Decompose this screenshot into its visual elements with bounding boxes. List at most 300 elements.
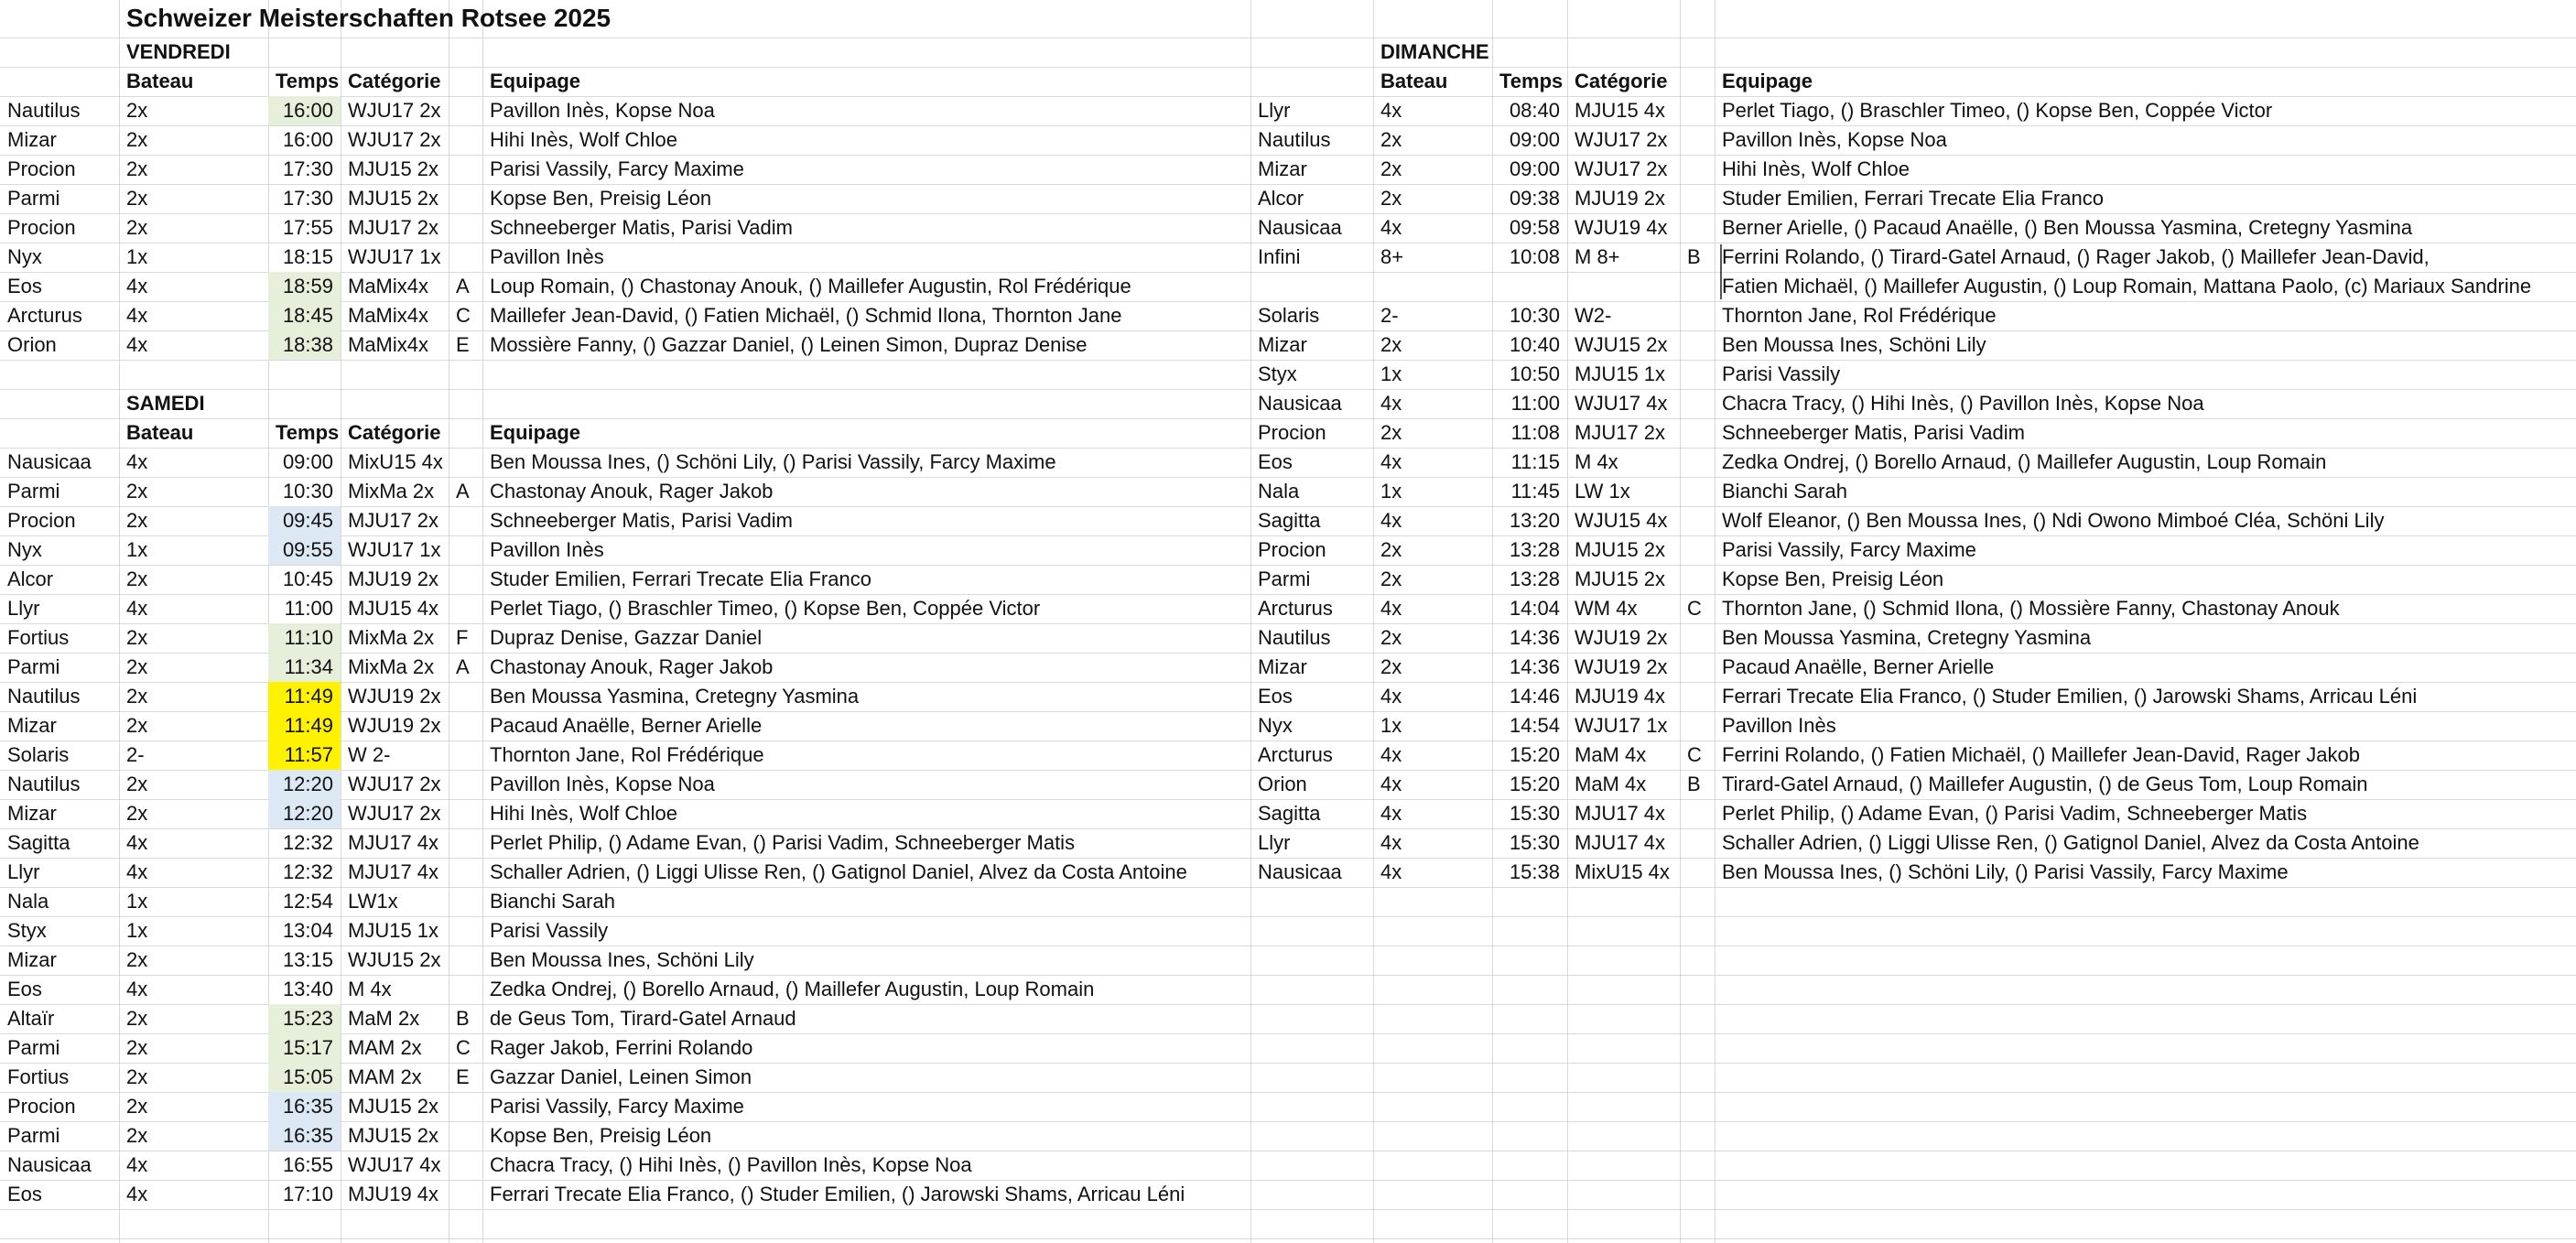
boat-type[interactable]: 2x: [126, 714, 148, 737]
boat-name[interactable]: Parmi: [7, 1036, 60, 1059]
division[interactable]: [1680, 682, 1715, 711]
category[interactable]: WJU17 2x: [1575, 128, 1668, 151]
category[interactable]: WJU17 2x: [348, 128, 441, 151]
boat-name[interactable]: Procion: [1258, 538, 1326, 561]
boat-type[interactable]: 2x: [1380, 626, 1402, 649]
boat-type[interactable]: 2x: [126, 685, 148, 708]
category[interactable]: MJU15 4x: [348, 597, 439, 620]
start-time[interactable]: 09:45: [268, 506, 341, 535]
column-header-temps[interactable]: Temps: [276, 421, 340, 444]
start-time[interactable]: 11:45: [1510, 480, 1560, 503]
start-time[interactable]: 15:05: [268, 1063, 341, 1092]
start-time[interactable]: 15:17: [268, 1033, 341, 1063]
boat-name[interactable]: Alcor: [1258, 187, 1304, 210]
boat-name[interactable]: Llyr: [7, 597, 40, 620]
division[interactable]: [449, 858, 482, 887]
boat-name[interactable]: Nautilus: [7, 685, 81, 708]
crew[interactable]: Schaller Adrien, () Liggi Ulisse Ren, () Gatignol Daniel, Alvez da Costa Antoine: [1722, 831, 2419, 854]
category[interactable]: MJU15 1x: [1575, 362, 1666, 385]
boat-name[interactable]: Procion: [7, 509, 76, 532]
division[interactable]: B: [1687, 245, 1701, 268]
crew[interactable]: Chastonay Anouk, Rager Jakob: [490, 655, 774, 678]
start-time[interactable]: 10:50: [1509, 362, 1560, 385]
start-time[interactable]: 13:28: [1509, 567, 1560, 590]
boat-name[interactable]: Mizar: [1258, 655, 1307, 678]
boat-name[interactable]: Mizar: [1258, 157, 1307, 180]
boat-name[interactable]: Alcor: [7, 567, 54, 590]
division[interactable]: [449, 506, 482, 535]
category[interactable]: LW 1x: [1575, 480, 1630, 503]
category[interactable]: MJU15 1x: [348, 919, 439, 942]
division[interactable]: A: [456, 275, 470, 297]
boat-type[interactable]: 2x: [1380, 655, 1402, 678]
boat-name[interactable]: Fortius: [7, 626, 70, 649]
start-time[interactable]: 18:38: [268, 330, 341, 360]
boat-type[interactable]: 2x: [126, 948, 148, 971]
start-time[interactable]: 17:30: [282, 157, 333, 180]
start-time[interactable]: 11:10: [268, 623, 341, 653]
start-time[interactable]: 11:49: [268, 682, 341, 711]
boat-type[interactable]: 4x: [1380, 216, 1402, 239]
boat-name[interactable]: Nausicaa: [1258, 216, 1342, 239]
boat-name[interactable]: Nala: [1258, 480, 1300, 503]
boat-name[interactable]: Nyx: [7, 245, 42, 268]
boat-name[interactable]: Llyr: [1258, 831, 1291, 854]
boat-name[interactable]: Mizar: [7, 948, 57, 971]
crew[interactable]: Rager Jakob, Ferrini Rolando: [490, 1036, 753, 1059]
boat-name[interactable]: Llyr: [1258, 99, 1291, 122]
day-heading[interactable]: DIMANCHE: [1380, 40, 1489, 63]
start-time[interactable]: 13:04: [282, 919, 333, 942]
crew[interactable]: Kopse Ben, Preisig Léon: [490, 1124, 712, 1147]
start-time[interactable]: 12:20: [268, 770, 341, 799]
crew[interactable]: Wolf Eleanor, () Ben Moussa Ines, () Ndi Owono Mimboé Cléa, Schöni Lily: [1722, 509, 2385, 532]
crew[interactable]: Ferrini Rolando, () Tirard-Gatel Arnaud, () Rager Jakob, () Maillefer Jean-David,: [1722, 245, 2430, 268]
boat-type[interactable]: 4x: [126, 1153, 148, 1176]
category[interactable]: LW1x: [348, 890, 398, 913]
division[interactable]: [1680, 653, 1715, 682]
boat-type[interactable]: 1x: [1380, 362, 1402, 385]
crew[interactable]: Chastonay Anouk, Rager Jakob: [490, 480, 774, 503]
category[interactable]: MixMa 2x: [348, 480, 435, 503]
boat-type[interactable]: 4x: [126, 978, 148, 1000]
category[interactable]: MJU19 2x: [348, 567, 439, 590]
boat-name[interactable]: Mizar: [1258, 333, 1307, 356]
category[interactable]: WJU15 2x: [348, 948, 441, 971]
category[interactable]: W2-: [1575, 304, 1612, 327]
start-time[interactable]: 13:15: [282, 948, 333, 971]
boat-type[interactable]: 4x: [126, 333, 148, 356]
start-time[interactable]: 18:59: [268, 272, 341, 301]
category[interactable]: MaMix4x: [348, 275, 429, 297]
division[interactable]: F: [456, 626, 469, 649]
division[interactable]: [449, 828, 482, 858]
boat-name[interactable]: Infini: [1258, 245, 1301, 268]
boat-type[interactable]: 2x: [1380, 333, 1402, 356]
division[interactable]: [449, 565, 482, 594]
category[interactable]: MJU17 2x: [1575, 421, 1666, 444]
division[interactable]: [449, 213, 482, 243]
crew[interactable]: Pavillon Inès: [490, 245, 604, 268]
crew[interactable]: Ben Moussa Ines, () Schöni Lily, () Parisi Vassily, Farcy Maxime: [490, 450, 1056, 473]
crew[interactable]: Zedka Ondrej, () Borello Arnaud, () Maillefer Augustin, Loup Romain: [1722, 450, 2327, 473]
category[interactable]: WM 4x: [1575, 597, 1638, 620]
category[interactable]: M 4x: [348, 978, 392, 1000]
category[interactable]: WJU17 2x: [348, 802, 441, 825]
division[interactable]: [1680, 301, 1715, 330]
start-time[interactable]: 09:00: [282, 450, 333, 473]
boat-type[interactable]: 2x: [126, 655, 148, 678]
boat-name[interactable]: Parmi: [7, 1124, 60, 1147]
division[interactable]: [1680, 506, 1715, 535]
crew[interactable]: Ben Moussa Yasmina, Cretegny Yasmina: [490, 685, 860, 708]
boat-name[interactable]: Procion: [1258, 421, 1326, 444]
boat-type[interactable]: 2x: [126, 216, 148, 239]
category[interactable]: MJU15 2x: [348, 1124, 439, 1147]
division[interactable]: E: [456, 333, 470, 356]
boat-name[interactable]: Styx: [1258, 362, 1297, 385]
crew[interactable]: Bianchi Sarah: [490, 890, 615, 913]
start-time[interactable]: 14:36: [1509, 626, 1560, 649]
category[interactable]: MJU15 2x: [1575, 538, 1666, 561]
boat-type[interactable]: 2x: [126, 187, 148, 210]
division[interactable]: [1680, 418, 1715, 448]
division[interactable]: [449, 1121, 482, 1151]
start-time[interactable]: 13:20: [1509, 509, 1560, 532]
category[interactable]: MaM 2x: [348, 1007, 420, 1030]
boat-type[interactable]: 4x: [126, 275, 148, 297]
boat-name[interactable]: Nausicaa: [7, 1153, 92, 1176]
division[interactable]: [1680, 272, 1715, 301]
category[interactable]: MJU17 4x: [1575, 802, 1666, 825]
crew[interactable]: Perlet Tiago, () Braschler Timeo, () Kopse Ben, Coppée Victor: [1722, 99, 2273, 122]
column-header-categorie[interactable]: Catégorie: [348, 421, 441, 444]
category[interactable]: WJU19 4x: [1575, 216, 1668, 239]
boat-type[interactable]: 1x: [126, 245, 148, 268]
crew[interactable]: Chacra Tracy, () Hihi Inès, () Pavillon Inès, Kopse Noa: [490, 1153, 972, 1176]
start-time[interactable]: 16:35: [268, 1121, 341, 1151]
column-header-equipage[interactable]: Equipage: [490, 70, 581, 92]
division[interactable]: [1680, 623, 1715, 653]
category[interactable]: MJU19 4x: [1575, 685, 1666, 708]
start-time[interactable]: 10:40: [1509, 333, 1560, 356]
category[interactable]: MJU17 4x: [348, 831, 439, 854]
column-header-equipage[interactable]: Equipage: [490, 421, 581, 444]
start-time[interactable]: 11:34: [268, 653, 341, 682]
boat-type[interactable]: 4x: [1380, 450, 1402, 473]
category[interactable]: MJU19 4x: [348, 1183, 439, 1205]
start-time[interactable]: 15:20: [1509, 773, 1560, 795]
boat-type[interactable]: 2x: [126, 1124, 148, 1147]
crew[interactable]: Parisi Vassily: [1722, 362, 1841, 385]
boat-name[interactable]: Sagitta: [1258, 509, 1321, 532]
start-time[interactable]: 09:00: [1509, 157, 1560, 180]
boat-type[interactable]: 2x: [1380, 538, 1402, 561]
boat-name[interactable]: Parmi: [7, 480, 60, 503]
category[interactable]: MJU19 2x: [1575, 187, 1666, 210]
boat-type[interactable]: 1x: [1380, 714, 1402, 737]
category[interactable]: WJU17 4x: [348, 1153, 441, 1176]
boat-name[interactable]: Parmi: [1258, 567, 1311, 590]
crew[interactable]: Parisi Vassily, Farcy Maxime: [490, 157, 744, 180]
category[interactable]: WJU15 2x: [1575, 333, 1668, 356]
boat-name[interactable]: Nausicaa: [1258, 392, 1342, 415]
crew[interactable]: Schneeberger Matis, Parisi Vadim: [490, 216, 793, 239]
division[interactable]: [449, 799, 482, 828]
day-heading[interactable]: SAMEDI: [126, 392, 205, 415]
crew[interactable]: Pavillon Inès, Kopse Noa: [490, 99, 715, 122]
crew[interactable]: Ben Moussa Ines, () Schöni Lily, () Parisi Vassily, Farcy Maxime: [1722, 860, 2289, 883]
boat-type[interactable]: 2x: [1380, 187, 1402, 210]
crew[interactable]: Mossière Fanny, () Gazzar Daniel, () Leinen Simon, Dupraz Denise: [490, 333, 1088, 356]
boat-type[interactable]: 4x: [126, 1183, 148, 1205]
boat-type[interactable]: 1x: [126, 919, 148, 942]
category[interactable]: WJU17 1x: [348, 538, 441, 561]
crew[interactable]: Tirard-Gatel Arnaud, () Maillefer Augustin, () de Geus Tom, Loup Romain: [1722, 773, 2368, 795]
boat-type[interactable]: [1373, 272, 1492, 301]
boat-name[interactable]: Orion: [1258, 773, 1307, 795]
boat-name[interactable]: Nausicaa: [7, 450, 92, 473]
category[interactable]: MixMa 2x: [348, 626, 435, 649]
division[interactable]: [449, 711, 482, 740]
crew[interactable]: Schneeberger Matis, Parisi Vadim: [1722, 421, 2025, 444]
boat-type[interactable]: 2x: [1380, 128, 1402, 151]
start-time[interactable]: 17:10: [282, 1183, 333, 1205]
division[interactable]: C: [456, 1036, 471, 1059]
column-header-bateau[interactable]: Bateau: [126, 421, 194, 444]
category[interactable]: [1567, 272, 1680, 301]
boat-type[interactable]: 4x: [126, 450, 148, 473]
division[interactable]: [449, 155, 482, 184]
crew[interactable]: Zedka Ondrej, () Borello Arnaud, () Maillefer Augustin, Loup Romain: [490, 978, 1095, 1000]
start-time[interactable]: 18:15: [282, 245, 333, 268]
boat-name[interactable]: Sagitta: [7, 831, 70, 854]
division[interactable]: [449, 740, 482, 770]
boat-type[interactable]: 2x: [126, 773, 148, 795]
division[interactable]: C: [1687, 597, 1702, 620]
category[interactable]: MaM 4x: [1575, 773, 1647, 795]
division[interactable]: C: [1687, 743, 1702, 766]
crew[interactable]: de Geus Tom, Tirard-Gatel Arnaud: [490, 1007, 796, 1030]
division[interactable]: [449, 1092, 482, 1121]
crew[interactable]: Perlet Philip, () Adame Evan, () Parisi Vadim, Schneeberger Matis: [1722, 802, 2308, 825]
start-time[interactable]: 11:00: [1510, 392, 1560, 415]
start-time[interactable]: 14:36: [1509, 655, 1560, 678]
division[interactable]: [449, 946, 482, 975]
start-time[interactable]: 09:00: [1509, 128, 1560, 151]
division[interactable]: [449, 243, 482, 272]
category[interactable]: MAM 2x: [348, 1065, 422, 1088]
start-time[interactable]: 16:00: [268, 96, 341, 125]
category[interactable]: WJU19 2x: [1575, 626, 1668, 649]
category[interactable]: MixMa 2x: [348, 655, 435, 678]
start-time[interactable]: 12:32: [282, 860, 333, 883]
start-time[interactable]: 17:55: [282, 216, 333, 239]
column-header-categorie[interactable]: Catégorie: [1575, 70, 1668, 92]
category[interactable]: MixU15 4x: [1575, 860, 1670, 883]
division[interactable]: B: [456, 1007, 470, 1030]
boat-type[interactable]: 4x: [1380, 392, 1402, 415]
division[interactable]: [449, 916, 482, 946]
boat-name[interactable]: Nyx: [1258, 714, 1293, 737]
boat-type[interactable]: 2x: [126, 802, 148, 825]
boat-name[interactable]: Nautilus: [7, 773, 81, 795]
boat-type[interactable]: 1x: [126, 538, 148, 561]
division[interactable]: [1680, 477, 1715, 506]
boat-type[interactable]: 4x: [126, 304, 148, 327]
crew[interactable]: Bianchi Sarah: [1722, 480, 1847, 503]
boat-type[interactable]: 2x: [1380, 421, 1402, 444]
start-time[interactable]: 12:32: [282, 831, 333, 854]
boat-type[interactable]: 2x: [126, 128, 148, 151]
division[interactable]: B: [1687, 773, 1701, 795]
boat-type[interactable]: 4x: [126, 831, 148, 854]
boat-name[interactable]: Nala: [7, 890, 49, 913]
boat-name[interactable]: Nautilus: [1258, 626, 1331, 649]
category[interactable]: WJU17 2x: [348, 99, 441, 122]
boat-name[interactable]: Mizar: [7, 128, 57, 151]
category[interactable]: WJU15 4x: [1575, 509, 1668, 532]
start-time[interactable]: 16:35: [268, 1092, 341, 1121]
crew[interactable]: Ben Moussa Yasmina, Cretegny Yasmina: [1722, 626, 2092, 649]
crew[interactable]: Dupraz Denise, Gazzar Daniel: [490, 626, 763, 649]
category[interactable]: WJU17 2x: [348, 773, 441, 795]
crew[interactable]: Thornton Jane, Rol Frédérique: [490, 743, 764, 766]
boat-name[interactable]: Orion: [7, 333, 57, 356]
column-header-bateau[interactable]: Bateau: [1380, 70, 1448, 92]
division[interactable]: [449, 184, 482, 213]
boat-name[interactable]: Arcturus: [7, 304, 82, 327]
boat-type[interactable]: 2-: [126, 743, 145, 766]
crew[interactable]: Parisi Vassily, Farcy Maxime: [490, 1095, 744, 1118]
division[interactable]: [1680, 711, 1715, 740]
boat-type[interactable]: 4x: [1380, 802, 1402, 825]
division[interactable]: [449, 448, 482, 477]
category[interactable]: MaM 4x: [1575, 743, 1647, 766]
division[interactable]: [449, 125, 482, 155]
boat-type[interactable]: 2x: [126, 509, 148, 532]
boat-type[interactable]: 2-: [1380, 304, 1399, 327]
start-time[interactable]: 09:38: [1509, 187, 1560, 210]
crew[interactable]: Schneeberger Matis, Parisi Vadim: [490, 509, 793, 532]
start-time[interactable]: 13:28: [1509, 538, 1560, 561]
category[interactable]: MJU15 2x: [348, 1095, 439, 1118]
category[interactable]: MixU15 4x: [348, 450, 443, 473]
boat-type[interactable]: 2x: [126, 1036, 148, 1059]
start-time[interactable]: 14:04: [1509, 597, 1560, 620]
division[interactable]: [1680, 858, 1715, 887]
division[interactable]: [1680, 389, 1715, 418]
boat-name[interactable]: Procion: [7, 1095, 76, 1118]
boat-type[interactable]: 8+: [1380, 245, 1404, 268]
boat-type[interactable]: 4x: [126, 860, 148, 883]
boat-name[interactable]: Styx: [7, 919, 47, 942]
category[interactable]: WJU19 2x: [1575, 655, 1668, 678]
start-time[interactable]: 16:55: [282, 1153, 333, 1176]
division[interactable]: [1680, 535, 1715, 565]
crew[interactable]: Schaller Adrien, () Liggi Ulisse Ren, () Gatignol Daniel, Alvez da Costa Antoine: [490, 860, 1187, 883]
day-heading[interactable]: VENDREDI: [126, 40, 231, 63]
division[interactable]: [1680, 360, 1715, 389]
column-header-temps[interactable]: Temps: [276, 70, 340, 92]
boat-name[interactable]: Solaris: [7, 743, 70, 766]
start-time[interactable]: 14:54: [1509, 714, 1560, 737]
crew[interactable]: Thornton Jane, () Schmid Ilona, () Mossière Fanny, Chastonay Anouk: [1722, 597, 2340, 620]
division[interactable]: A: [456, 480, 470, 503]
division[interactable]: [1680, 330, 1715, 360]
category[interactable]: WJU17 4x: [1575, 392, 1668, 415]
crew[interactable]: Perlet Philip, () Adame Evan, () Parisi Vadim, Schneeberger Matis: [490, 831, 1076, 854]
crew[interactable]: Ben Moussa Ines, Schöni Lily: [490, 948, 754, 971]
boat-name[interactable]: Llyr: [7, 860, 40, 883]
crew[interactable]: Chacra Tracy, () Hihi Inès, () Pavillon Inès, Kopse Noa: [1722, 392, 2204, 415]
boat-name[interactable]: Nausicaa: [1258, 860, 1342, 883]
crew[interactable]: Pacaud Anaëlle, Berner Arielle: [490, 714, 763, 737]
boat-name[interactable]: Eos: [1258, 685, 1293, 708]
start-time[interactable]: 09:55: [268, 535, 341, 565]
crew[interactable]: Hihi Inès, Wolf Chloe: [1722, 157, 1910, 180]
division[interactable]: [1680, 799, 1715, 828]
start-time[interactable]: 18:45: [268, 301, 341, 330]
boat-type[interactable]: 2x: [126, 1007, 148, 1030]
category[interactable]: M 4x: [1575, 450, 1618, 473]
boat-name[interactable]: Procion: [7, 157, 76, 180]
boat-name[interactable]: Eos: [7, 275, 42, 297]
start-time[interactable]: 15:30: [1509, 802, 1560, 825]
crew[interactable]: Ferrini Rolando, () Fatien Michaël, () Maillefer Jean-David, Rager Jakob: [1722, 743, 2360, 766]
crew[interactable]: Ferrari Trecate Elia Franco, () Studer Emilien, () Jarowski Shams, Arricau Léni: [1722, 685, 2418, 708]
category[interactable]: MJU15 2x: [348, 187, 439, 210]
crew[interactable]: Thornton Jane, Rol Frédérique: [1722, 304, 1997, 327]
category[interactable]: MJU15 2x: [348, 157, 439, 180]
boat-name[interactable]: Solaris: [1258, 304, 1320, 327]
category[interactable]: WJU17 1x: [1575, 714, 1668, 737]
boat-type[interactable]: 4x: [126, 597, 148, 620]
boat-name[interactable]: Arcturus: [1258, 743, 1333, 766]
boat-type[interactable]: 2x: [126, 480, 148, 503]
crew[interactable]: Kopse Ben, Preisig Léon: [1722, 567, 1944, 590]
division[interactable]: [1680, 213, 1715, 243]
boat-type[interactable]: 2x: [126, 157, 148, 180]
division[interactable]: [449, 1180, 482, 1209]
boat-type[interactable]: 4x: [1380, 860, 1402, 883]
boat-name[interactable]: Fortius: [7, 1065, 70, 1088]
start-time[interactable]: 10:30: [282, 480, 333, 503]
division[interactable]: [1680, 565, 1715, 594]
start-time[interactable]: 11:08: [1510, 421, 1560, 444]
division[interactable]: [449, 594, 482, 623]
boat-type[interactable]: 4x: [1380, 509, 1402, 532]
boat-type[interactable]: 2x: [1380, 567, 1402, 590]
boat-name[interactable]: Eos: [7, 1183, 42, 1205]
division[interactable]: E: [456, 1065, 470, 1088]
division[interactable]: [449, 770, 482, 799]
start-time[interactable]: 15:20: [1509, 743, 1560, 766]
start-time[interactable]: 10:45: [282, 567, 333, 590]
crew[interactable]: Pavillon Inès: [490, 538, 604, 561]
category[interactable]: MJU17 2x: [348, 509, 439, 532]
start-time[interactable]: 12:54: [282, 890, 333, 913]
category[interactable]: MJU17 4x: [348, 860, 439, 883]
start-time[interactable]: 16:00: [282, 128, 333, 151]
start-time[interactable]: 11:00: [284, 597, 333, 620]
crew[interactable]: Fatien Michaël, () Maillefer Augustin, () Loup Romain, Mattana Paolo, (c) Mariaux Sandrine: [1722, 275, 2532, 297]
division[interactable]: [1680, 184, 1715, 213]
crew[interactable]: Berner Arielle, () Pacaud Anaëlle, () Ben Moussa Yasmina, Cretegny Yasmina: [1722, 216, 2413, 239]
boat-name[interactable]: Sagitta: [1258, 802, 1321, 825]
category[interactable]: WJU17 2x: [1575, 157, 1668, 180]
crew[interactable]: Perlet Tiago, () Braschler Timeo, () Kopse Ben, Coppée Victor: [490, 597, 1041, 620]
